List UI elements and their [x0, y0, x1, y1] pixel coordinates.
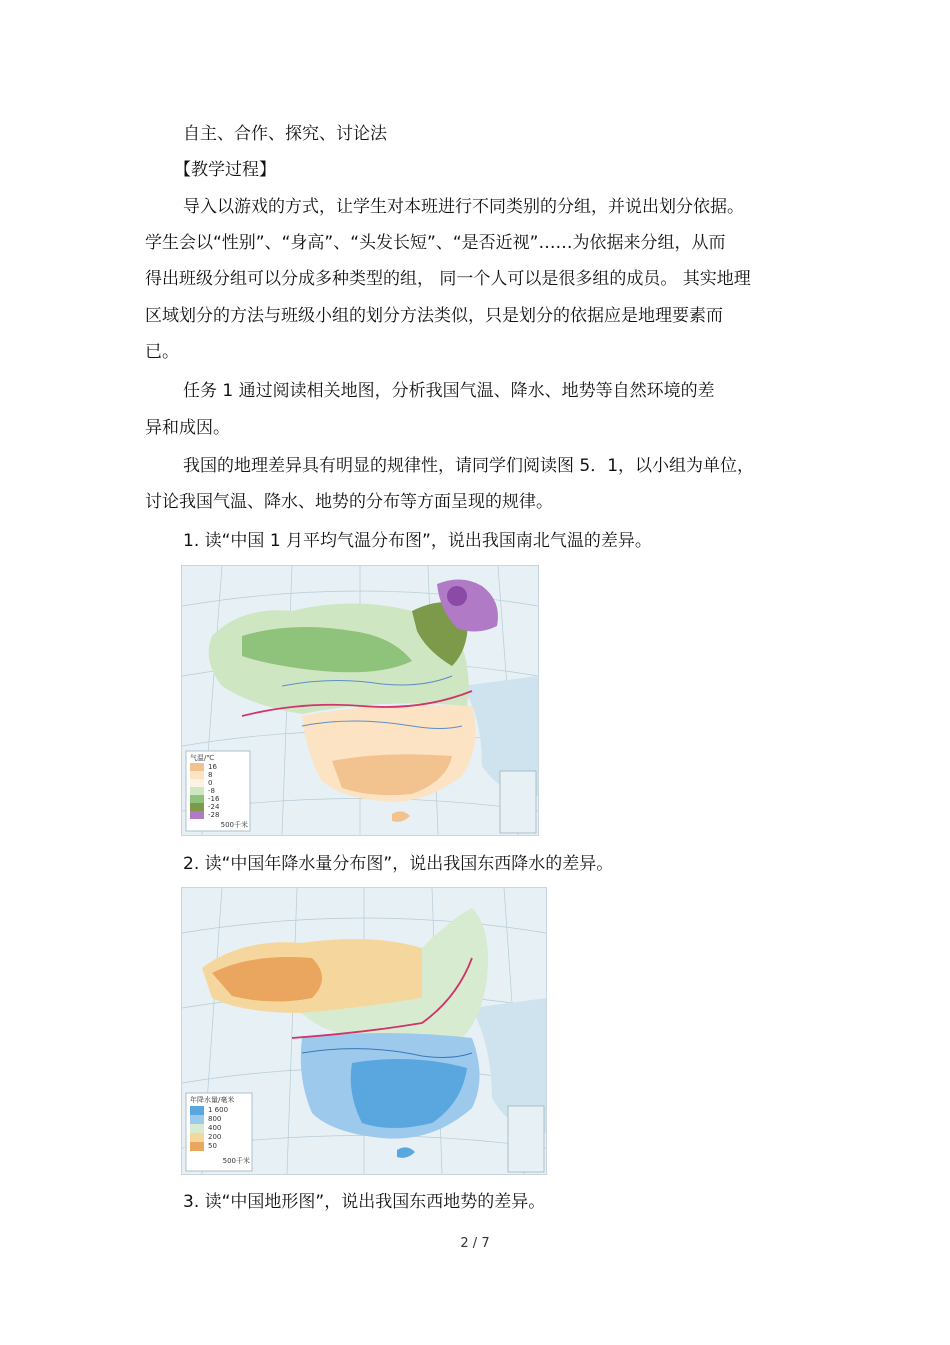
question-3: 3. 读“中国地形图”，说出我国东西地势的差异。: [183, 1192, 546, 1212]
legend-swatch: [190, 803, 204, 811]
legend-value: -16: [208, 795, 220, 803]
legend-swatch: [190, 1133, 204, 1142]
legend-value: 1 600: [208, 1106, 229, 1114]
map2-legend: [190, 1096, 250, 1165]
map1-legend-title: 气温/℃: [190, 754, 215, 762]
task1-line-2: 异和成因。: [145, 418, 230, 438]
intro-line-4: 区域划分的方法与班级小组的划分方法类似，只是划分的依据应是地理要素而: [145, 306, 723, 326]
intro-line-1: 导入以游戏的方式，让学生对本班进行不同类别的分组，并说出划分依据。: [183, 197, 744, 217]
map1-legend: [190, 754, 248, 829]
map2-legend-title: 年降水量/毫米: [190, 1096, 235, 1104]
intro-line-3: 得出班级分组可以分成多种类型的组， 同一个人可以是很多组的成员。 其实地理: [145, 269, 751, 289]
legend-swatch: [190, 1124, 204, 1133]
legend-value: -8: [208, 787, 215, 795]
legend-swatch: [190, 771, 204, 779]
legend-swatch: [190, 1106, 204, 1115]
legend-value: 400: [208, 1124, 222, 1132]
legend-value: -28: [208, 811, 220, 819]
map-january-temperature: [181, 565, 539, 836]
task1-line-1: 任务 1 通过阅读相关地图，分析我国气温、降水、地势等自然环境的差: [183, 381, 715, 401]
page-number: 2 / 7: [460, 1236, 490, 1251]
map2-scale: 500千米: [222, 1157, 250, 1165]
map1-scale: 500千米: [220, 821, 248, 829]
legend-value: -24: [208, 803, 220, 811]
intro-line-2: 学生会以“性别”、“身高”、“头发长短”、“是否近视”……为依据来分组，从而: [145, 233, 726, 253]
legend-swatch: [190, 763, 204, 771]
legend-value: 800: [208, 1115, 222, 1123]
legend-value: 8: [208, 771, 213, 779]
legend-value: 0: [208, 779, 213, 787]
process-heading: 【教学过程】: [174, 160, 276, 180]
question-1: 1. 读“中国 1 月平均气温分布图”，说出我国南北气温的差异。: [183, 531, 652, 551]
teaching-methods: 自主、合作、探究、讨论法: [183, 124, 387, 144]
legend-value: 16: [208, 763, 217, 771]
legend-swatch: [190, 779, 204, 787]
legend-swatch: [190, 787, 204, 795]
legend-swatch: [190, 1115, 204, 1124]
legend-value: 200: [208, 1133, 222, 1141]
map-annual-precipitation: [181, 887, 547, 1175]
legend-swatch: [190, 1142, 204, 1151]
question-2: 2. 读“中国年降水量分布图”，说出我国东西降水的差异。: [183, 854, 614, 874]
legend-value: 50: [208, 1142, 217, 1150]
law-line-1: 我国的地理差异具有明显的规律性，请同学们阅读图 5．1，以小组为单位，: [183, 456, 755, 476]
legend-swatch: [190, 811, 204, 819]
law-line-2: 讨论我国气温、降水、地势的分布等方面呈现的规律。: [145, 492, 553, 512]
intro-line-5: 已。: [145, 342, 179, 362]
legend-swatch: [190, 795, 204, 803]
